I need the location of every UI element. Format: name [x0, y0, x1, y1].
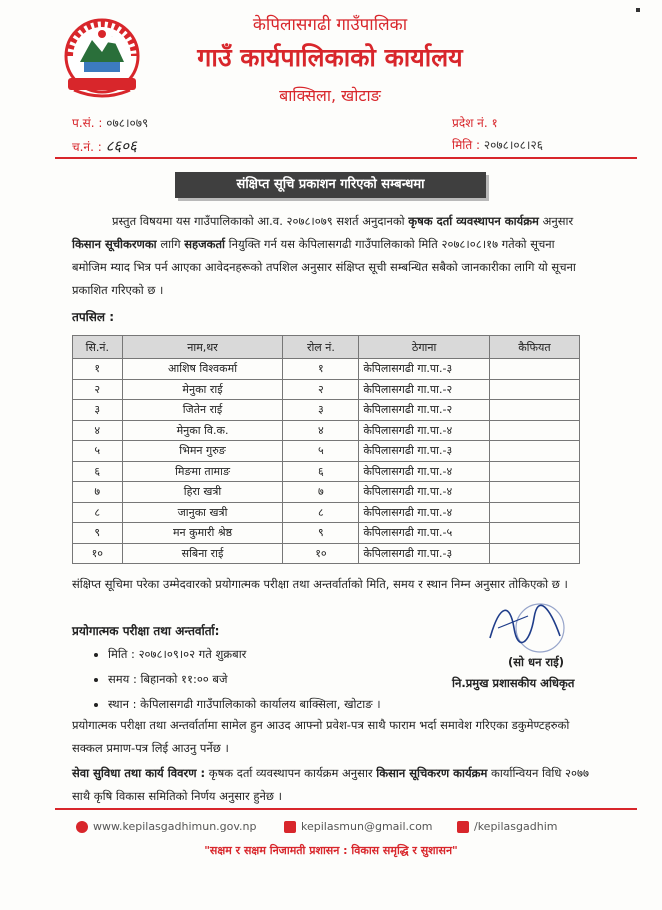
cell-sn: ३	[73, 400, 123, 421]
service-label: सेवा सुविधा तथा कार्य विवरण :	[72, 766, 206, 780]
email-text[interactable]: kepilasmun@gmail.com	[301, 820, 433, 833]
table-row	[73, 543, 580, 564]
cell-address: केपिलासगढी गा.पा.-३	[359, 359, 490, 380]
cell-roll: ९	[283, 523, 359, 544]
test-details-list	[92, 642, 381, 717]
cn-line	[72, 136, 137, 156]
table-row	[73, 379, 580, 400]
cell-name: सबिना राई	[122, 543, 283, 564]
cell-remarks	[489, 461, 579, 482]
ps-line	[72, 114, 148, 131]
intro-bold-listing: किसान सूचीकरणका	[72, 237, 157, 251]
cell-sn: १०	[73, 543, 123, 564]
cell-roll: ३	[283, 400, 359, 421]
intro-bold-facilitator: सहजकर्ता	[184, 237, 225, 251]
cell-remarks	[489, 441, 579, 462]
schedule-paragraph: संक्षिप्त सूचिमा परेका उम्मेदवारको प्रयोगात्मक परीक्षा तथा अन्तर्वार्ताको मिति, समय र स्थान निम्न अनुसार तोकिएको छ ।	[72, 577, 568, 591]
subject-banner: संक्षिप्त सूचि प्रकाशन गरिएको सम्बन्धमा	[175, 172, 486, 198]
corner-mark	[636, 8, 640, 12]
cell-remarks	[489, 379, 579, 400]
cell-address: केपिलासगढी गा.पा.-३	[359, 543, 490, 564]
cell-remarks	[489, 523, 579, 544]
test-heading: प्रयोगात्मक परीक्षा तथा अन्तर्वार्ता:	[72, 624, 220, 638]
table-header-row	[73, 336, 580, 359]
service-text-1: कृषक दर्ता व्यवस्थापन कार्यक्रम अनुसार	[205, 766, 377, 780]
cell-address: केपिलासगढी गा.पा.-४	[359, 461, 490, 482]
cell-roll: ६	[283, 461, 359, 482]
cell-roll: ८	[283, 502, 359, 523]
col-name: नाम,थर	[122, 336, 283, 359]
cell-name: जानुका खत्री	[122, 502, 283, 523]
footer-divider	[55, 808, 637, 810]
signature-stamp-icon	[470, 598, 590, 658]
table-row	[73, 441, 580, 462]
cell-remarks	[489, 482, 579, 503]
cell-roll: ५	[283, 441, 359, 462]
table-row	[73, 400, 580, 421]
cell-roll: ४	[283, 420, 359, 441]
cell-name: भिमन गुरुङ	[122, 441, 283, 462]
table-row	[73, 502, 580, 523]
facebook-icon	[457, 821, 469, 833]
footer-facebook[interactable]	[457, 820, 557, 833]
footer-slogan: "सक्षम र सक्षम निजामती प्रशासन : विकास समृद्धि र सुशासन"	[204, 844, 458, 857]
table-row	[73, 482, 580, 503]
intro-paragraph	[72, 210, 592, 302]
test-date-item: • मिति : २०७८।०९।०२ गते शुक्रबार	[108, 642, 381, 667]
footer-email[interactable]	[284, 820, 433, 833]
office-title: गाउँ कार्यपालिकाको कार्यालय	[197, 43, 463, 72]
cell-address: केपिलासगढी गा.पा.-४	[359, 420, 490, 441]
cell-address: केपिलासगढी गा.पा.-२	[359, 400, 490, 421]
date-line	[452, 136, 543, 153]
cell-roll: १०	[283, 543, 359, 564]
header-divider	[55, 157, 637, 159]
col-remarks: कैफियत	[489, 336, 579, 359]
table-row	[73, 523, 580, 544]
cell-name: हिरा खत्री	[122, 482, 283, 503]
cn-value: ८६०६	[105, 137, 137, 155]
table-row	[73, 461, 580, 482]
cell-remarks	[489, 400, 579, 421]
cell-sn: ४	[73, 420, 123, 441]
intro-text-3: लागि	[156, 237, 185, 251]
date-value: २०७८।०८।२६	[483, 138, 543, 152]
intro-bold-program: कृषक दर्ता व्यवस्थापन कार्यक्रम	[408, 214, 539, 228]
footer-website[interactable]	[76, 820, 257, 833]
col-roll: रोल नं.	[283, 336, 359, 359]
cell-sn: ६	[73, 461, 123, 482]
cell-address: केपिलासगढी गा.पा.-५	[359, 523, 490, 544]
website-text[interactable]: www.kepilasgadhimun.gov.np	[93, 820, 257, 833]
intro-text-1: प्रस्तुत विषयमा यस गाउँपालिकाको आ.व. २०७८।०७९ सशर्त अनुदानको	[112, 214, 409, 228]
intro-text-4: नियुक्ति गर्न यस केपिलासगढी गाउँपालिकाको मिति २०७८।०८।१७ गतेको सूचना बमोजिम म्याद भित्र पर्न आएका आवेदनहरूको तपशिल अनुसार संक्षिप्त सूची सम्बन्धित सबैको जानकारीका लागि यो सूचना प्रकाशित गरिएको छ ।	[72, 237, 576, 297]
col-sn: सि.नं.	[73, 336, 123, 359]
cell-sn: १	[73, 359, 123, 380]
cell-roll: १	[283, 359, 359, 380]
cell-name: जितेन राई	[122, 400, 283, 421]
province-line: प्रदेश नं. १	[452, 116, 498, 130]
cell-remarks	[489, 359, 579, 380]
service-paragraph	[72, 762, 592, 808]
cell-roll: २	[283, 379, 359, 400]
cell-name: मेनुका वि.क.	[122, 420, 283, 441]
ps-value: ०७८।०७९	[106, 116, 149, 130]
cell-address: केपिलासगढी गा.पा.-४	[359, 482, 490, 503]
col-address: ठेगाना	[359, 336, 490, 359]
documents-paragraph: प्रयोगात्मक परीक्षा तथा अन्तर्वार्तामा सामेल हुन आउद आफ्नो प्रवेश-पत्र साथै फाराम भर्दा समावेश गरिएका डकुमेण्टहरुको सक्कल प्रमाण-पत्र लिई आउनु पर्नेछ ।	[72, 718, 570, 755]
cell-sn: ९	[73, 523, 123, 544]
cell-address: केपिलासगढी गा.पा.-४	[359, 502, 490, 523]
globe-icon	[76, 821, 88, 833]
cell-sn: ७	[73, 482, 123, 503]
ps-label: प.सं. :	[72, 116, 103, 130]
details-label: तपसिल :	[72, 310, 114, 324]
cell-sn: ८	[73, 502, 123, 523]
cell-sn: २	[73, 379, 123, 400]
cell-sn: ५	[73, 441, 123, 462]
mail-icon	[284, 821, 296, 833]
shortlist-table	[72, 335, 580, 564]
service-bold-program: किसान सूचिकरण कार्यक्रम	[376, 766, 488, 780]
cell-name: आशिष विश्वकर्मा	[122, 359, 283, 380]
facebook-text[interactable]: /kepilasgadhim	[474, 820, 558, 833]
cn-label: च.नं. :	[72, 140, 102, 154]
signatory-title: नि.प्रमुख प्रशासकीय अधिकृत	[452, 676, 575, 690]
signatory-name: (सो धन राई)	[508, 655, 565, 669]
intro-text-2: अनुसार	[538, 214, 574, 228]
cell-roll: ७	[283, 482, 359, 503]
cell-name: मिङमा तामाङ	[122, 461, 283, 482]
table-row	[73, 420, 580, 441]
cell-remarks	[489, 502, 579, 523]
cell-address: केपिलासगढी गा.पा.-३	[359, 441, 490, 462]
test-time-item: • समय : बिहानको ११:०० बजे	[108, 667, 381, 692]
municipality-name: केपिलासगढी गाउँपालिका	[252, 15, 408, 35]
office-address: बाक्सिला, खोटाङ	[279, 86, 381, 105]
test-venue-item: • स्थान : केपिलासगढी गाउँपालिकाको कार्यालय बाक्सिला, खोटाङ ।	[108, 692, 381, 717]
cell-address: केपिलासगढी गा.पा.-२	[359, 379, 490, 400]
date-label: मिति :	[452, 138, 481, 152]
cell-name: मेनुका राई	[122, 379, 283, 400]
service-text-2: कार्यान्वियन विधि २०७७ साथै कृषि विकास समितिको निर्णय अनुसार हुनेछ ।	[72, 766, 589, 803]
cell-remarks	[489, 420, 579, 441]
cell-name: मन कुमारी श्रेष्ठ	[122, 523, 283, 544]
cell-remarks	[489, 543, 579, 564]
table-row	[73, 359, 580, 380]
